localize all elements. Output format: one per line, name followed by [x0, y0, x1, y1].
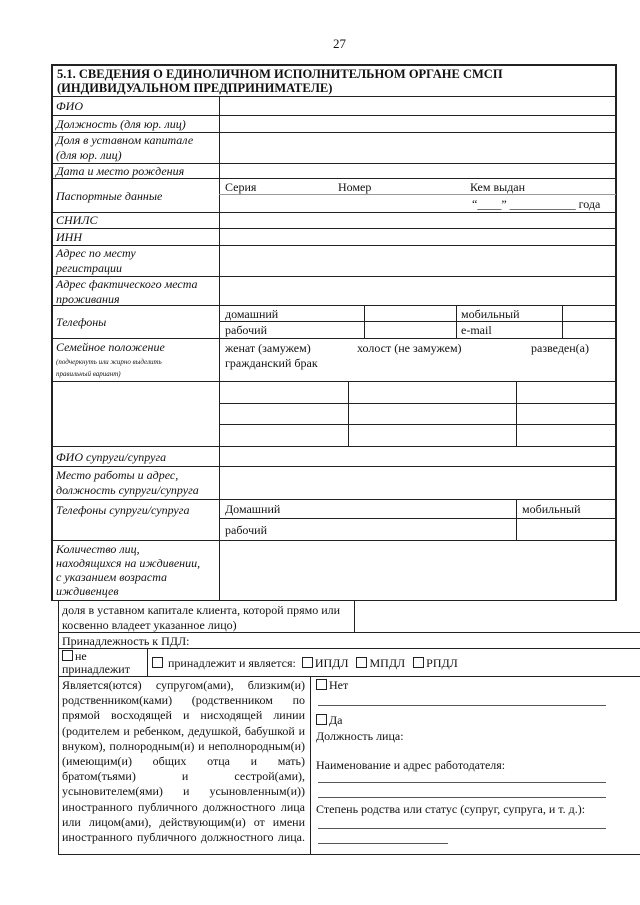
- phone-email: e-mail: [461, 323, 492, 337]
- spouse-phone-home: Домашний: [225, 502, 281, 516]
- label-reg-addr-1: Адрес по месту: [56, 246, 136, 260]
- label-position: Должность (для юр. лиц): [56, 117, 186, 131]
- checkbox-icon[interactable]: [302, 657, 313, 668]
- label-share-1: Доля в уставном капитале: [56, 133, 194, 147]
- family-civil[interactable]: гражданский брак: [225, 356, 318, 370]
- page-number: 27: [333, 36, 346, 51]
- label-inn: ИНН: [56, 230, 82, 244]
- phone-mobile: мобильный: [461, 307, 520, 321]
- pdl-share-2: косвенно владеет указанное лицо): [62, 618, 237, 632]
- pdl-share-1: доля в уставном капитале клиента, которой прямо или: [62, 603, 341, 617]
- checkbox-icon[interactable]: [356, 657, 367, 668]
- relation-text: Является(ются) супругом(ами), близким(и) родственником(ками) (родственником по прямой восходящей и нисходящей линии (родителем и ребенком, дедушкой, бабушкой и внуком), полнородным(и) и неполнородным(и) (имеющим(и) общих отца и мать) братом(тьями) и сестрой(ами), усыновителем(ями) и усыновленным(и)) иностранного публичного должностного лица или лицом(ами), действующим(и) от имени иностранного публичного должностного лица.: [62, 678, 305, 845]
- label-share-2: (для юр. лиц): [56, 148, 122, 162]
- family-divorced[interactable]: разведен(а): [531, 341, 590, 355]
- family-married[interactable]: женат (замужем): [225, 341, 311, 355]
- label-fact-addr-1: Адрес фактического места: [56, 277, 198, 291]
- spouse-phone-mobile: мобильный: [522, 502, 581, 516]
- passport-number: Номер: [338, 180, 372, 194]
- label-dependents-3: с указанием возраста: [56, 570, 167, 584]
- passport-date: “____” ___________ года: [472, 197, 601, 211]
- belongs-label: принадлежит и является:: [168, 656, 296, 670]
- no-option[interactable]: [316, 678, 348, 692]
- section-subtitle: (ИНДИВИДУАЛЬНОМ ПРЕДПРИНИМАТЕЛЕ): [57, 81, 333, 95]
- label-dependents-1: Количество лиц,: [56, 542, 140, 556]
- label-spouse-work-2: должность супруги/супруга: [56, 483, 199, 497]
- pdl-position: Должность лица:: [316, 729, 404, 743]
- passport-series: Серия: [225, 180, 257, 194]
- family-hint-1: (подчеркнуть или жирно выделить: [56, 358, 162, 366]
- phone-work: рабочий: [225, 323, 267, 337]
- label-fact-addr-2: проживания: [56, 292, 120, 306]
- belongs-option[interactable]: [152, 656, 458, 670]
- label-family: Семейное положение: [56, 340, 165, 354]
- mpdl-label: МПДЛ: [369, 656, 406, 670]
- pdl-kinship: Степень родства или статус (супруг, супруга, и т. д.):: [316, 802, 586, 816]
- label-spouse-fio: ФИО супруги/супруга: [56, 450, 167, 464]
- pdl-employer: Наименование и адрес работодателя:: [316, 758, 506, 772]
- label-passport: Паспортные данные: [56, 189, 163, 203]
- label-snils: СНИЛС: [56, 213, 98, 227]
- family-single[interactable]: холост (не замужем): [357, 341, 462, 355]
- pdl-belong-title: Принадлежность к ПДЛ:: [62, 634, 190, 648]
- section-title: 5.1. СВЕДЕНИЯ О ЕДИНОЛИЧНОМ ИСПОЛНИТЕЛЬНОМ ОРГАНЕ СМСП: [57, 67, 503, 81]
- spouse-phone-work: рабочий: [225, 523, 267, 537]
- checkbox-icon[interactable]: [316, 714, 327, 725]
- label-phones: Телефоны: [56, 315, 107, 329]
- passport-issued: Кем выдан: [470, 180, 526, 194]
- phone-home: домашний: [225, 307, 279, 321]
- not-belong-label-2: принадлежит: [62, 662, 130, 676]
- label-reg-addr-2: регистрации: [56, 261, 122, 275]
- label-fio: ФИО: [56, 99, 83, 113]
- checkbox-icon[interactable]: [152, 657, 163, 668]
- family-hint-2: правильный вариант): [56, 370, 121, 378]
- label-birth: Дата и место рождения: [56, 164, 185, 178]
- label-spouse-phones: Телефоны супруги/супруга: [56, 503, 190, 517]
- checkbox-icon[interactable]: [316, 679, 327, 690]
- no-label: Нет: [329, 678, 349, 692]
- not-belong-option[interactable]: [62, 649, 87, 663]
- checkbox-icon[interactable]: [413, 657, 424, 668]
- rpdl-label: РПДЛ: [426, 656, 458, 670]
- label-dependents-4: иждивенцев: [56, 584, 119, 598]
- yes-label: Да: [329, 713, 343, 727]
- yes-option[interactable]: [316, 713, 343, 727]
- ipdl-label: ИПДЛ: [314, 656, 349, 670]
- label-dependents-2: находящихся на иждивении,: [56, 556, 201, 570]
- checkbox-icon[interactable]: [62, 650, 73, 661]
- label-spouse-work-1: Место работы и адрес,: [56, 468, 179, 482]
- not-belong-label: не: [75, 649, 87, 663]
